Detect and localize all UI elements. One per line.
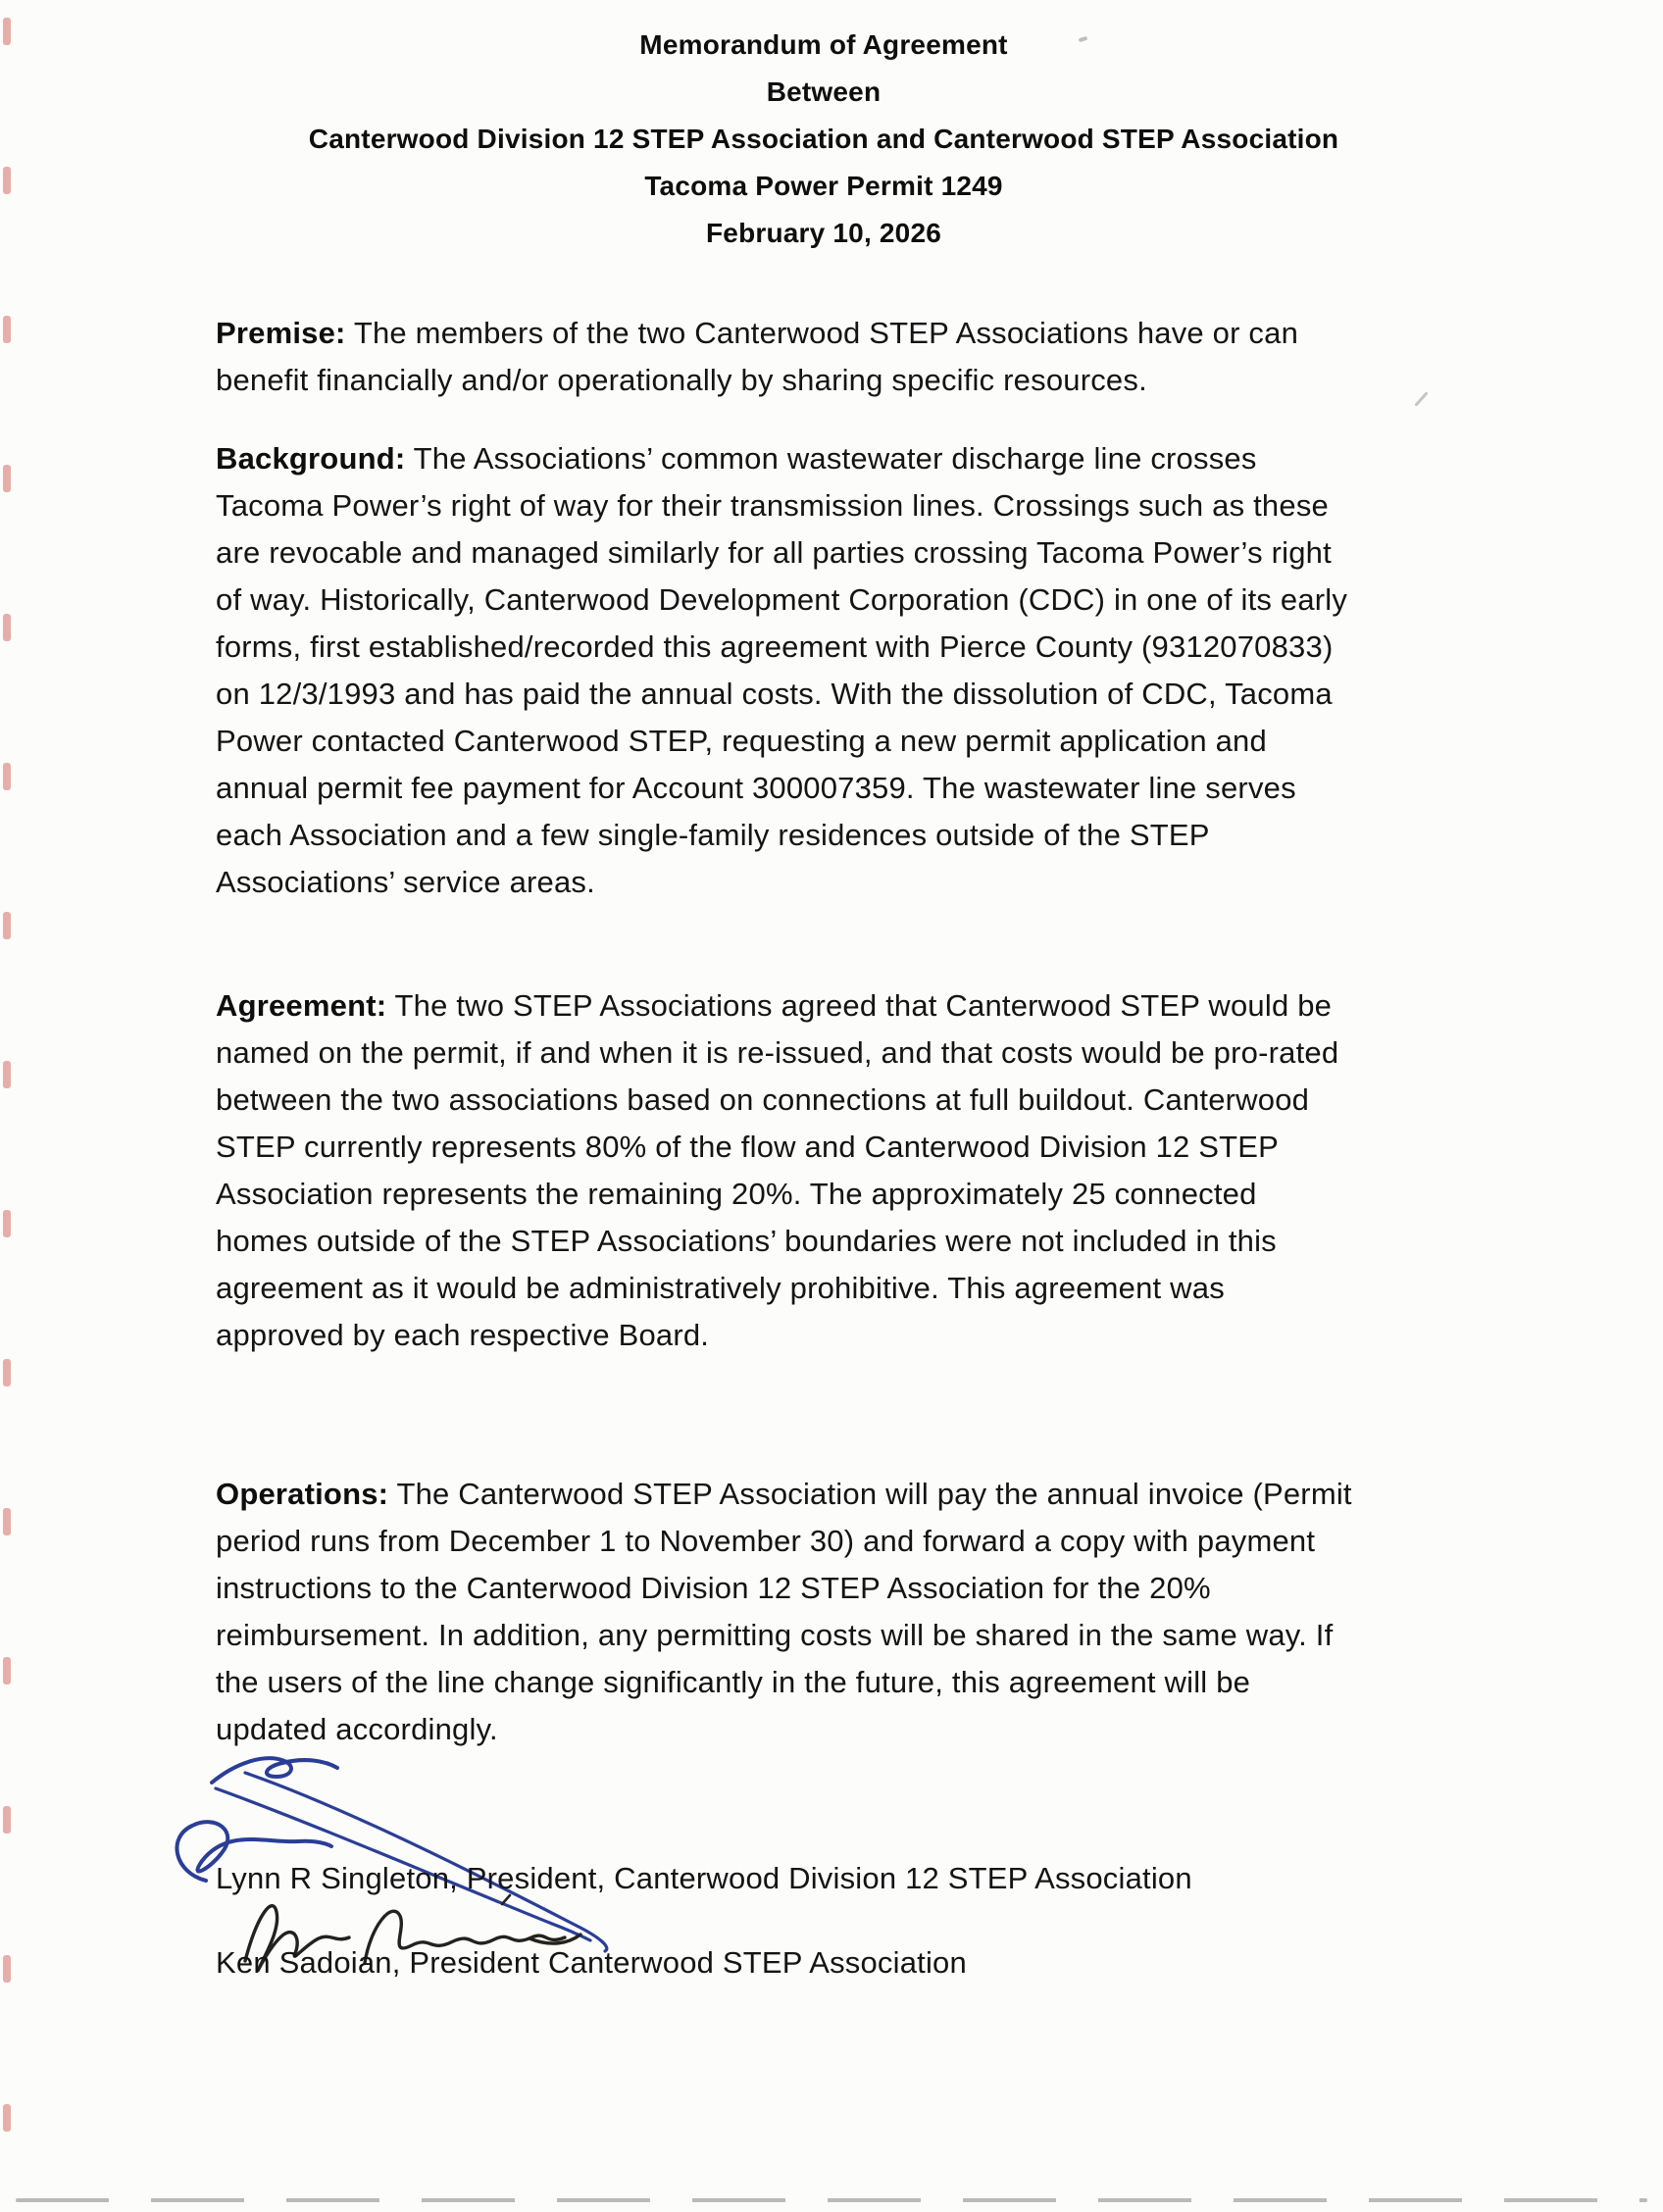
scan-artifact-red-dash	[3, 1210, 11, 1237]
title-line-3: Canterwood Division 12 STEP Association and Canterwood STEP Association	[308, 124, 1339, 154]
title-line-5: February 10, 2026	[706, 218, 941, 248]
paragraph-background	[216, 435, 1353, 906]
paragraph-background-label: Background:	[216, 441, 406, 476]
title-line-1: Memorandum of Agreement	[639, 29, 1008, 60]
scan-artifact-bottom-line	[16, 2198, 1647, 2202]
signature-ink-lynn-singleton	[118, 1743, 667, 1954]
paragraph-operations-label: Operations:	[216, 1477, 389, 1511]
scan-artifact-red-dash	[3, 912, 11, 939]
paragraph-operations	[216, 1471, 1353, 1753]
scan-artifact-red-dash	[3, 18, 11, 45]
paragraph-operations-text: The Canterwood STEP Association will pay the annual invoice (Permit period runs from December 1 to November 30) and forward a copy with payment instructions to the Canterwood Division 12 STEP Association for the 20% reimbursement. In addition, any permitting costs will be shared in the same way. If the users of the line change significantly in the future, this agreement will be updated accordingly.	[216, 1477, 1352, 1746]
scan-artifact-red-dash	[3, 2104, 11, 2132]
document-title-block	[216, 22, 1432, 257]
scan-artifact-red-dash	[3, 1806, 11, 1834]
signature-printed-name-ken: Ken Sadoian, President Canterwood STEP Association	[216, 1945, 967, 1980]
paragraph-premise-text: The members of the two Canterwood STEP Associations have or can benefit financially and/or operationally by sharing specific resources.	[216, 316, 1299, 397]
scan-artifact-red-dash	[3, 614, 11, 641]
scan-artifact-red-dash	[3, 1657, 11, 1684]
paragraph-background-text: The Associations’ common wastewater discharge line crosses Tacoma Power’s right of way for their transmission lines. Crossings such as these are revocable and managed similarly for all parties crossing Tacoma Power’s right of way. Historically, Canterwood Development Corporation (CDC) in one of its early forms, first established/recorded this agreement with Pierce County (9312070833) on 12/3/1993 and has paid the annual costs. With the dissolution of CDC, Tacoma Power contacted Canterwood STEP, requesting a new permit application and annual permit fee payment for Account 300007359. The wastewater line serves each Association and a few single-family residences outside of the STEP Associations’ service areas.	[216, 441, 1348, 899]
paragraph-agreement-label: Agreement:	[216, 988, 387, 1023]
scan-artifact-speck	[1414, 391, 1428, 406]
title-line-2: Between	[766, 76, 882, 107]
scan-artifact-red-dash	[3, 1359, 11, 1386]
paragraph-premise-label: Premise:	[216, 316, 346, 350]
title-line-4: Tacoma Power Permit 1249	[644, 171, 1003, 201]
scan-artifact-red-dash	[3, 1061, 11, 1088]
paragraph-premise	[216, 310, 1353, 404]
scan-artifact-red-dash	[3, 465, 11, 492]
signature-printed-name-lynn: Lynn R Singleton, President, Canterwood Division 12 STEP Association	[216, 1861, 1192, 1895]
scan-artifact-red-dash	[3, 763, 11, 790]
scan-artifact-red-dash	[3, 1955, 11, 1983]
scan-artifact-red-dash	[3, 1508, 11, 1535]
paragraph-agreement	[216, 982, 1353, 1359]
scan-artifact-red-dash	[3, 316, 11, 343]
scan-artifact-red-dash	[3, 167, 11, 194]
paragraph-agreement-text: The two STEP Associations agreed that Canterwood STEP would be named on the permit, if and when it is re-issued, and that costs would be pro-rated between the two associations based on connections at full buildout. Canterwood STEP currently represents 80% of the flow and Canterwood Division 12 STEP Association represents the remaining 20%. The approximately 25 connected homes outside of the STEP Associations’ boundaries were not included in this agreement as it would be administratively prohibitive. This agreement was approved by each respective Board.	[216, 988, 1339, 1352]
